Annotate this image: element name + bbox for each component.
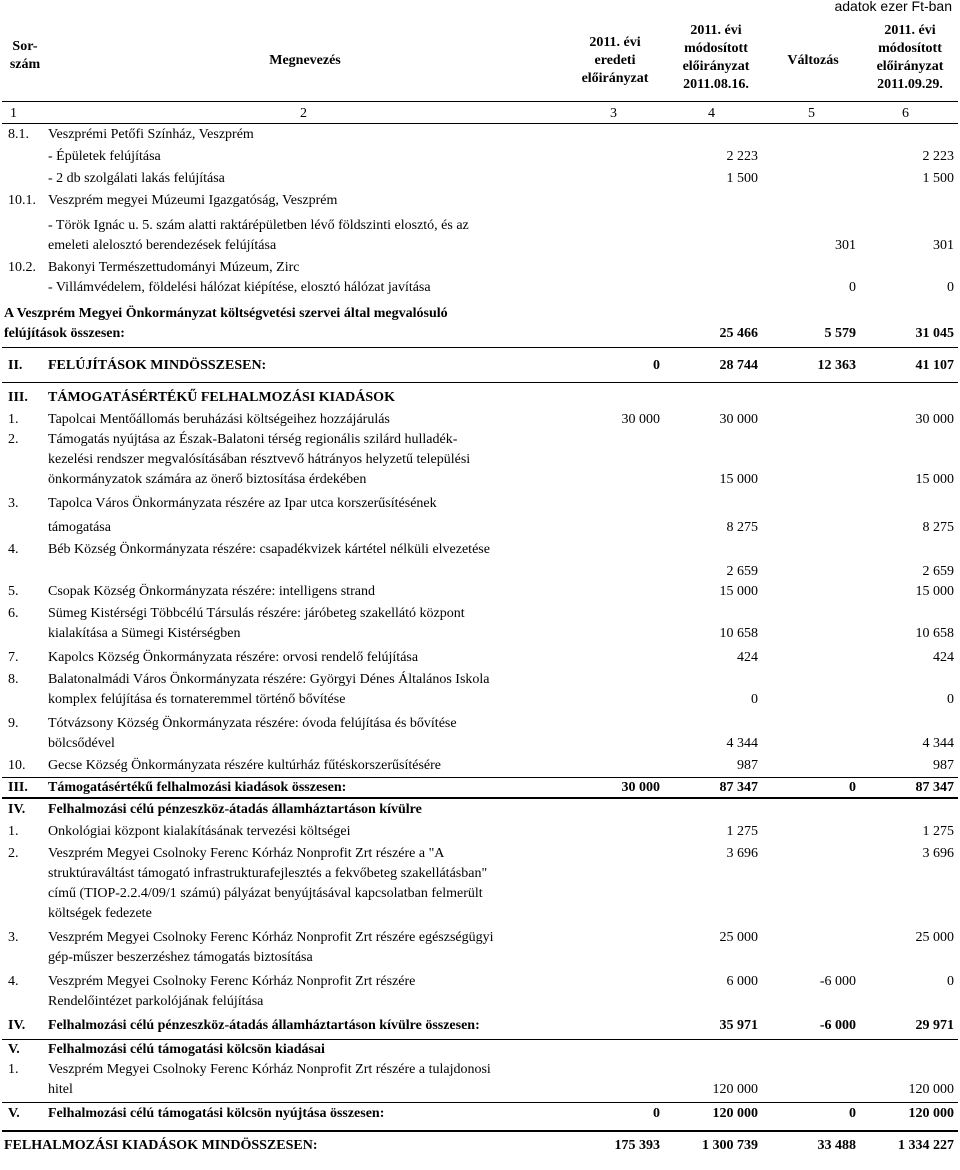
row-value-col-4: 987 — [737, 758, 758, 773]
row-label: Veszprém Megyei Csolnoky Ferenc Kórház Nonprofit Zrt részére a tulajdonosi — [48, 1062, 491, 1077]
row-label: Felhalmozási célú támogatási kölcsön nyújtása összesen: — [48, 1106, 385, 1121]
row-value-col-6: 987 — [933, 758, 954, 773]
row-number: V. — [8, 1106, 20, 1121]
row-value-col-4: 120 000 — [712, 1106, 758, 1121]
row-label: FELHALMOZÁSI KIADÁSOK MINDÖSSZESEN: — [4, 1138, 318, 1153]
row-value-col-6: 41 107 — [915, 358, 954, 373]
row-label: Bakonyi Természettudományi Múzeum, Zirc — [48, 260, 300, 275]
row-label: Veszprém megyei Múzeumi Igazgatóság, Veszprém — [48, 193, 338, 208]
row-value-col-4: 1 275 — [726, 824, 758, 839]
row-number: 4. — [8, 974, 19, 989]
row-value-col-6: 25 000 — [915, 930, 954, 945]
header-modositott-1: 2011. évi módosított előirányzat 2011.08.16. — [682, 23, 750, 92]
row-label: költségek fedezete — [48, 906, 152, 921]
row-value-col-4: 25 000 — [719, 930, 758, 945]
row-value-col-5: -6 000 — [819, 974, 856, 989]
row-value-col-6: 0 — [947, 974, 954, 989]
row-number: 1. — [8, 412, 19, 427]
row-label: Béb Község Önkormányzata részére: csapadékvizek kártétel nélküli elvezetése — [48, 542, 490, 557]
row-value-col-6: 424 — [933, 650, 954, 665]
row-label: Felhalmozási célú pénzeszköz-átadás államháztartáson kívülre — [48, 802, 422, 817]
header-valtozas: Változás — [787, 53, 839, 68]
row-value-col-6: 301 — [933, 238, 954, 253]
row-value-col-6: 15 000 — [915, 584, 954, 599]
row-value-col-3: 30 000 — [621, 412, 660, 427]
row-value-col-5: 0 — [849, 1106, 856, 1121]
row-value-col-4: 15 000 — [719, 584, 758, 599]
row-number: 10.1. — [8, 193, 36, 208]
row-number: 4. — [8, 542, 19, 557]
row-number: 5. — [8, 584, 19, 599]
row-label: Gecse Község Önkormányzata részére kultúrház fűtéskorszerűsítésére — [48, 758, 441, 773]
colnum-divider — [2, 123, 958, 124]
header-eredeti: 2011. évi eredeti előirányzat — [581, 35, 649, 86]
row-value-col-4: 8 275 — [726, 520, 758, 535]
row-value-col-4: 424 — [737, 650, 758, 665]
section-divider — [2, 382, 958, 383]
row-number: 1. — [8, 824, 19, 839]
row-label: című (TIOP-2.2.4/09/1 számú) pályázat benyújtásával kapcsolatban felmerült — [48, 886, 483, 901]
row-number: 8.1. — [8, 127, 29, 142]
section-divider — [2, 777, 958, 778]
row-label: A Veszprém Megyei Önkormányzat költségvetési szervei által megvalósuló — [4, 306, 448, 321]
row-label: Veszprém Megyei Csolnoky Ferenc Kórház Nonprofit Zrt részére a "A — [48, 846, 445, 861]
row-value-col-6: 4 344 — [922, 736, 954, 751]
row-label: emeleti alelosztó berendezések felújítása — [48, 238, 277, 253]
row-value-col-4: 10 658 — [719, 626, 758, 641]
row-number: II. — [8, 358, 23, 373]
row-value-col-6: 120 000 — [908, 1082, 954, 1097]
row-label: Támogatásértékű felhalmozási kiadások összesen: — [48, 780, 347, 795]
row-number: V. — [8, 1042, 20, 1057]
row-value-col-6: 0 — [947, 692, 954, 707]
section-divider — [2, 1102, 958, 1103]
row-value-col-4: 25 466 — [719, 326, 758, 341]
row-label: - 2 db szolgálati lakás felújítása — [48, 171, 225, 186]
row-number: III. — [8, 390, 28, 405]
row-number: 3. — [8, 496, 19, 511]
row-value-col-4: 2 659 — [726, 564, 758, 579]
row-value-col-6: 29 971 — [915, 1018, 954, 1033]
row-label: önkormányzatok számára az önerő biztosítása érdekében — [48, 472, 367, 487]
row-number: IV. — [8, 1018, 26, 1033]
header-modositott-2: 2011. évi módosított előirányzat 2011.09.29. — [876, 23, 944, 92]
section-divider — [2, 1130, 958, 1132]
row-value-col-6: 1 500 — [922, 171, 954, 186]
row-value-col-6: 2 659 — [922, 564, 954, 579]
header-divider — [2, 101, 958, 102]
row-value-col-4: 1 300 739 — [702, 1138, 758, 1153]
row-label: Onkológiai központ kialakításának tervezési költségei — [48, 824, 351, 839]
row-number: 8. — [8, 672, 19, 687]
row-label: felújítások összesen: — [4, 326, 125, 341]
row-label: Rendelőintézet parkolójának felújítása — [48, 994, 264, 1009]
row-label: komplex felújítása és tornateremmel történő bővítése — [48, 692, 346, 707]
row-label: Veszprémi Petőfi Színház, Veszprém — [48, 127, 254, 142]
row-value-col-5: 0 — [849, 780, 856, 795]
row-number: 3. — [8, 930, 19, 945]
unit-note: adatok ezer Ft-ban — [834, 0, 952, 14]
row-label: Felhalmozási célú támogatási kölcsön kiadásai — [48, 1042, 325, 1057]
row-value-col-6: 31 045 — [915, 326, 954, 341]
row-value-col-5: 0 — [849, 280, 856, 295]
row-label: Veszprém Megyei Csolnoky Ferenc Kórház Nonprofit Zrt részére — [48, 974, 416, 989]
row-value-col-5: 5 579 — [824, 326, 856, 341]
row-label: - Épületek felújítása — [48, 149, 161, 164]
row-label: kezelési rendszer megvalósításában résztvevő hátrányos helyzetű települési — [48, 452, 471, 467]
row-number: III. — [8, 780, 28, 795]
row-label: Sümeg Kistérségi Többcélú Társulás részére: járóbeteg szakellátó központ — [48, 606, 465, 621]
row-value-col-6: 10 658 — [915, 626, 954, 641]
row-label: Tótvázsony Község Önkormányzata részére: óvoda felújítása és bővítése — [48, 716, 457, 731]
row-value-col-6: 8 275 — [922, 520, 954, 535]
row-value-col-6: 3 696 — [922, 846, 954, 861]
row-label: Veszprém Megyei Csolnoky Ferenc Kórház Nonprofit Zrt részére egészségügyi — [48, 930, 494, 945]
row-value-col-6: 15 000 — [915, 472, 954, 487]
header-sorszam: Sor- szám — [9, 39, 41, 72]
row-label: kialakítása a Sümegi Kistérségben — [48, 626, 241, 641]
row-value-col-4: 28 744 — [719, 358, 758, 373]
row-label: Kapolcs Község Önkormányzata részére: orvosi rendelő felújítása — [48, 650, 419, 665]
row-value-col-4: 3 696 — [726, 846, 758, 861]
section-divider — [2, 347, 958, 348]
row-value-col-4: 30 000 — [719, 412, 758, 427]
row-value-col-6: 0 — [947, 280, 954, 295]
row-number: 9. — [8, 716, 19, 731]
row-value-col-5: 33 488 — [817, 1138, 856, 1153]
row-value-col-4: 1 500 — [726, 171, 758, 186]
row-value-col-4: 6 000 — [726, 974, 758, 989]
row-label: Tapolcai Mentőállomás beruházási költségeihez hozzájárulás — [48, 412, 390, 427]
section-divider — [2, 1039, 958, 1040]
row-label: - Villámvédelem, földelési hálózat kiépítése, elosztó hálózat javítása — [48, 280, 431, 295]
row-value-col-4: 2 223 — [726, 149, 758, 164]
row-value-col-3: 0 — [653, 1106, 660, 1121]
row-label: - Török Ignác u. 5. szám alatti raktárépületben lévő földszinti elosztó, és az — [48, 218, 469, 233]
row-label: Tapolca Város Önkormányzata részére az Ipar utca korszerűsítésének — [48, 496, 437, 511]
row-label: struktúraváltást támogató infrastrukturafejlesztés a fekvőbeteg szakellátásban" — [48, 866, 488, 881]
row-value-col-6: 1 334 227 — [898, 1138, 954, 1153]
row-number: 10.2. — [8, 260, 36, 275]
row-number: IV. — [8, 802, 26, 817]
row-value-col-4: 4 344 — [726, 736, 758, 751]
row-value-col-6: 30 000 — [915, 412, 954, 427]
row-value-col-4: 35 971 — [719, 1018, 758, 1033]
row-value-col-6: 87 347 — [915, 780, 954, 795]
row-value-col-5: 12 363 — [817, 358, 856, 373]
header-megnevezes: Megnevezés — [269, 53, 341, 68]
row-value-col-5: 301 — [835, 238, 856, 253]
row-label: TÁMOGATÁSÉRTÉKŰ FELHALMOZÁSI KIADÁSOK — [48, 390, 395, 405]
row-label: Balatonalmádi Város Önkormányzata részére: Györgyi Dénes Általános Iskola — [48, 672, 490, 687]
row-value-col-6: 2 223 — [922, 149, 954, 164]
row-number: 7. — [8, 650, 19, 665]
row-label: hitel — [48, 1082, 73, 1097]
row-label: támogatása — [48, 520, 111, 535]
row-number: 1. — [8, 1062, 19, 1077]
row-number: 2. — [8, 432, 19, 447]
row-label: gép-műszer beszerzéshez támogatás biztosítása — [48, 950, 313, 965]
row-value-col-4: 120 000 — [712, 1082, 758, 1097]
row-value-col-3: 30 000 — [621, 780, 660, 795]
row-value-col-4: 15 000 — [719, 472, 758, 487]
row-label: Csopak Község Önkormányzata részére: intelligens strand — [48, 584, 375, 599]
row-value-col-6: 120 000 — [908, 1106, 954, 1121]
row-label: bölcsődével — [48, 736, 115, 751]
row-value-col-3: 0 — [653, 358, 660, 373]
row-value-col-5: -6 000 — [819, 1018, 856, 1033]
row-value-col-3: 175 393 — [614, 1138, 660, 1153]
row-value-col-4: 87 347 — [719, 780, 758, 795]
section-divider — [2, 797, 958, 799]
row-label: Felhalmozási célú pénzeszköz-átadás államháztartáson kívülre összesen: — [48, 1018, 480, 1033]
row-value-col-6: 1 275 — [922, 824, 954, 839]
row-value-col-4: 0 — [751, 692, 758, 707]
row-number: 6. — [8, 606, 19, 621]
row-number: 2. — [8, 846, 19, 861]
row-label: FELÚJÍTÁSOK MINDÖSSZESEN: — [48, 358, 267, 373]
row-label: Támogatás nyújtása az Észak-Balatoni térség regionális szilárd hulladék- — [48, 432, 458, 447]
row-number: 10. — [8, 758, 26, 773]
